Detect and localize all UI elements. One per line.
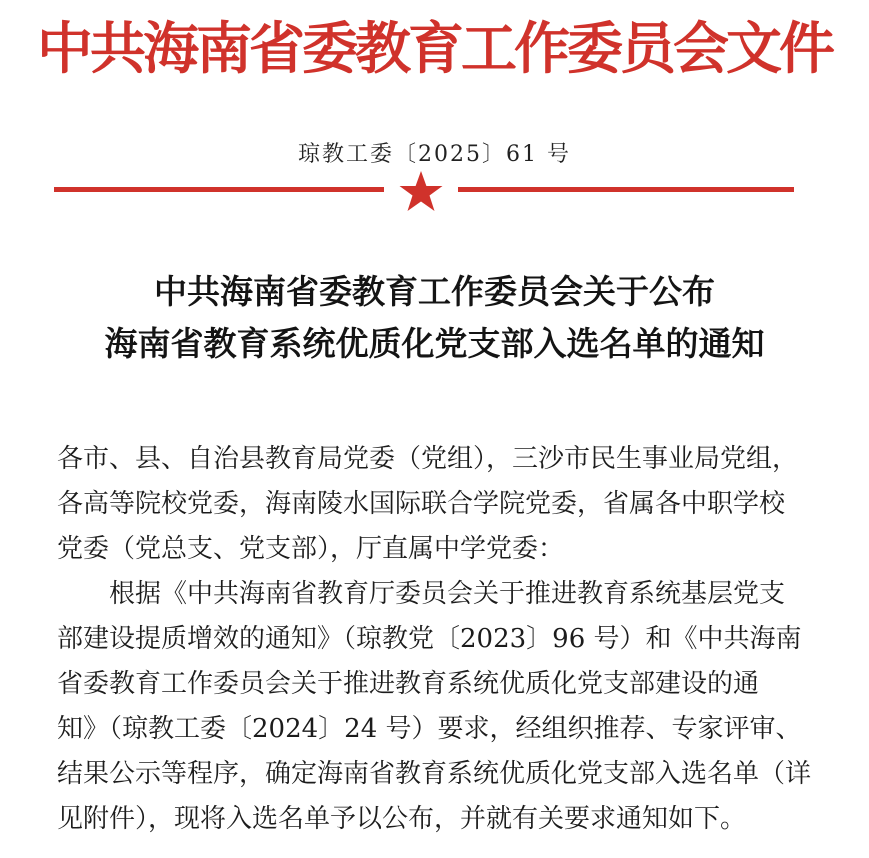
- separator-line-right: [458, 187, 794, 192]
- issuing-authority-header: 中共海南省委教育工作委员会文件: [37, 17, 832, 82]
- red-star-icon: [398, 170, 444, 212]
- body-line: 根据《中共海南省教育厅委员会关于推进教育系统基层党支: [109, 579, 786, 609]
- title-line-1: 中共海南省委教育工作委员会关于公布: [154, 272, 715, 311]
- document-number: 琼教工委〔2025〕61 号: [298, 142, 571, 167]
- body-text: [57, 437, 822, 842]
- body-line: 各市、县、自治县教育局党委（党组），三沙市民生事业局党组，: [57, 444, 799, 474]
- red-separator: [54, 168, 794, 212]
- title-line-2: 海南省教育系统优质化党支部入选名单的通知: [104, 324, 765, 363]
- body-line: 党委（党总支、党支部），厅直属中学党委：: [57, 534, 565, 564]
- body-line: 知》（琼教工委〔2024〕24 号）要求，经组织推荐、专家评审、: [57, 714, 802, 744]
- body-line: 各高等院校党委，海南陵水国际联合学院党委，省属各中职学校: [57, 489, 786, 519]
- body-line: 结果公示等程序，确定海南省教育系统优质化党支部入选名单（详: [57, 759, 812, 789]
- body-line: 部建设提质增效的通知》（琼教党〔2023〕96 号）和《中共海南: [57, 624, 802, 654]
- body-line: 见附件），现将入选名单予以公布，并就有关要求通知如下。: [57, 804, 747, 834]
- body-line: 省委教育工作委员会关于推进教育系统优质化党支部建设的通: [57, 669, 760, 699]
- separator-line-left: [54, 187, 384, 192]
- document-title: [0, 266, 869, 370]
